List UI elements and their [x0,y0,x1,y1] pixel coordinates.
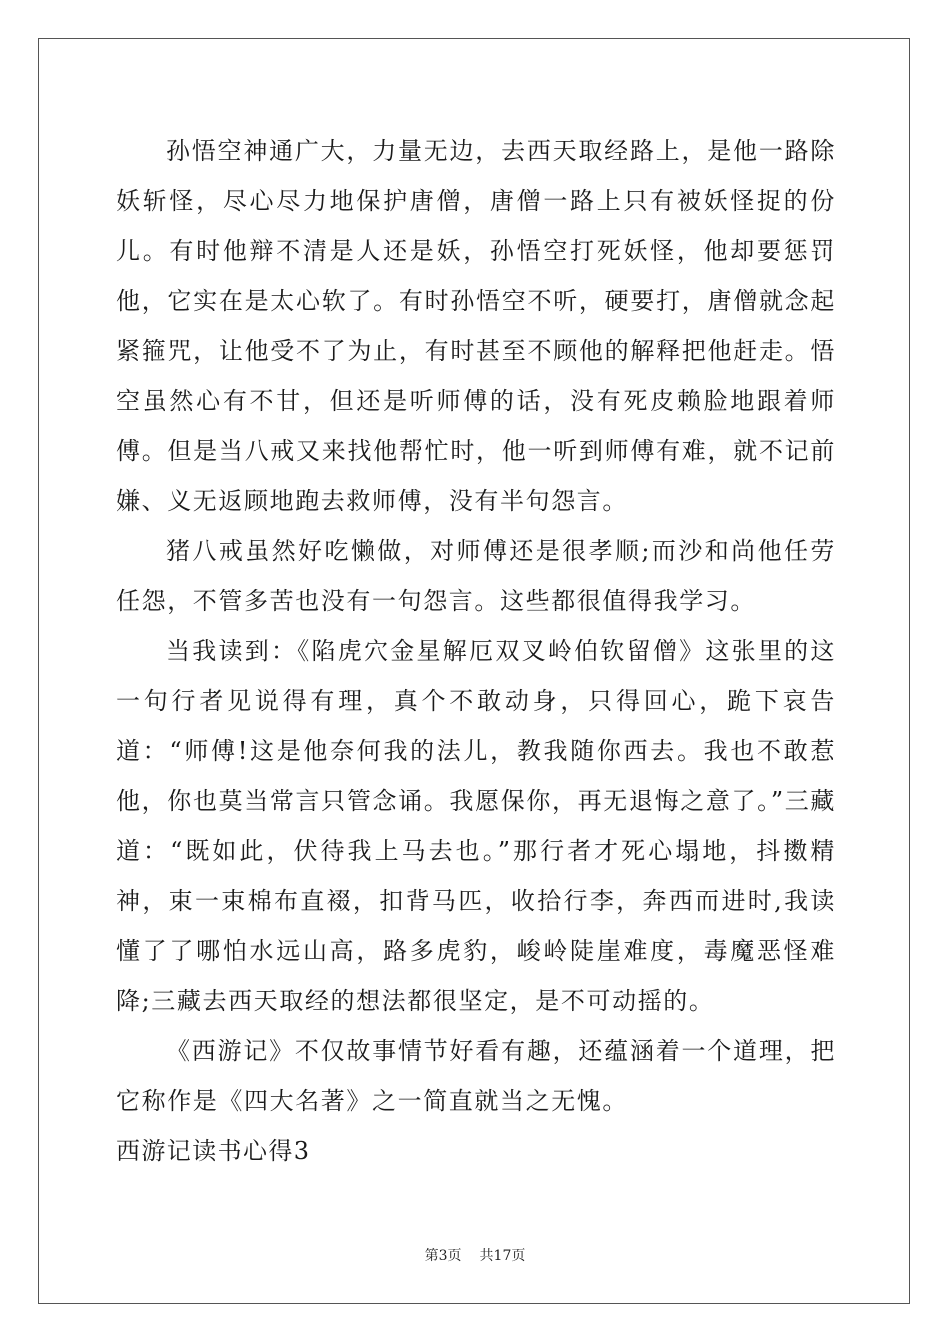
section-heading: 西游记读书心得3 [116,1137,311,1165]
page-footer [0,1245,950,1265]
document-body [116,126,836,1176]
paragraph-4: 《西游记》不仅故事情节好看有趣，还蕴涵着一个道理，把它称作是《四大名著》之一简直就当之无愧。 [116,1037,836,1115]
paragraph-2: 猪八戒虽然好吃懒做，对师傅还是很孝顺;而沙和尚他任劳任怨，不管多苦也没有一句怨言。这些都很值得我学习。 [116,537,836,615]
paragraph-3: 当我读到：《陷虎穴金星解厄双叉岭伯钦留僧》这张里的这一句行者见说得有理，真个不敢动身，只得回心，跪下哀告道：“师傅!这是他奈何我的法儿，教我随你西去。我也不敢惹他，你也莫当常言只管念诵。我愿保你，再无退悔之意了。”三藏道：“既如此，伏待我上马去也。”那行者才死心塌地，抖擞精神，束一束棉布直裰，扣背马匹，收拾行李，奔西而进时,我读懂了了哪怕水远山高，路多虎豹，峻岭陡崖难度，毒魔恶怪难降;三藏去西天取经的想法都很坚定，是不可动摇的。 [116,637,836,1015]
paragraph-1: 孙悟空神通广大，力量无边，去西天取经路上，是他一路除妖斩怪，尽心尽力地保护唐僧，唐僧一路上只有被妖怪捉的份儿。有时他辩不清是人还是妖，孙悟空打死妖怪，他却要惩罚他，它实在是太心软了。有时孙悟空不听，硬要打，唐僧就念起紧箍咒，让他受不了为止，有时甚至不顾他的解释把他赶走。悟空虽然心有不甘，但还是听师傅的话，没有死皮赖脸地跟着师傅。但是当八戒又来找他帮忙时，他一听到师傅有难，就不记前嫌、义无返顾地跑去救师傅，没有半句怨言。 [116,137,836,515]
page-number-current: 第3页 [424,1248,462,1264]
page-number-total: 共17页 [479,1248,526,1264]
